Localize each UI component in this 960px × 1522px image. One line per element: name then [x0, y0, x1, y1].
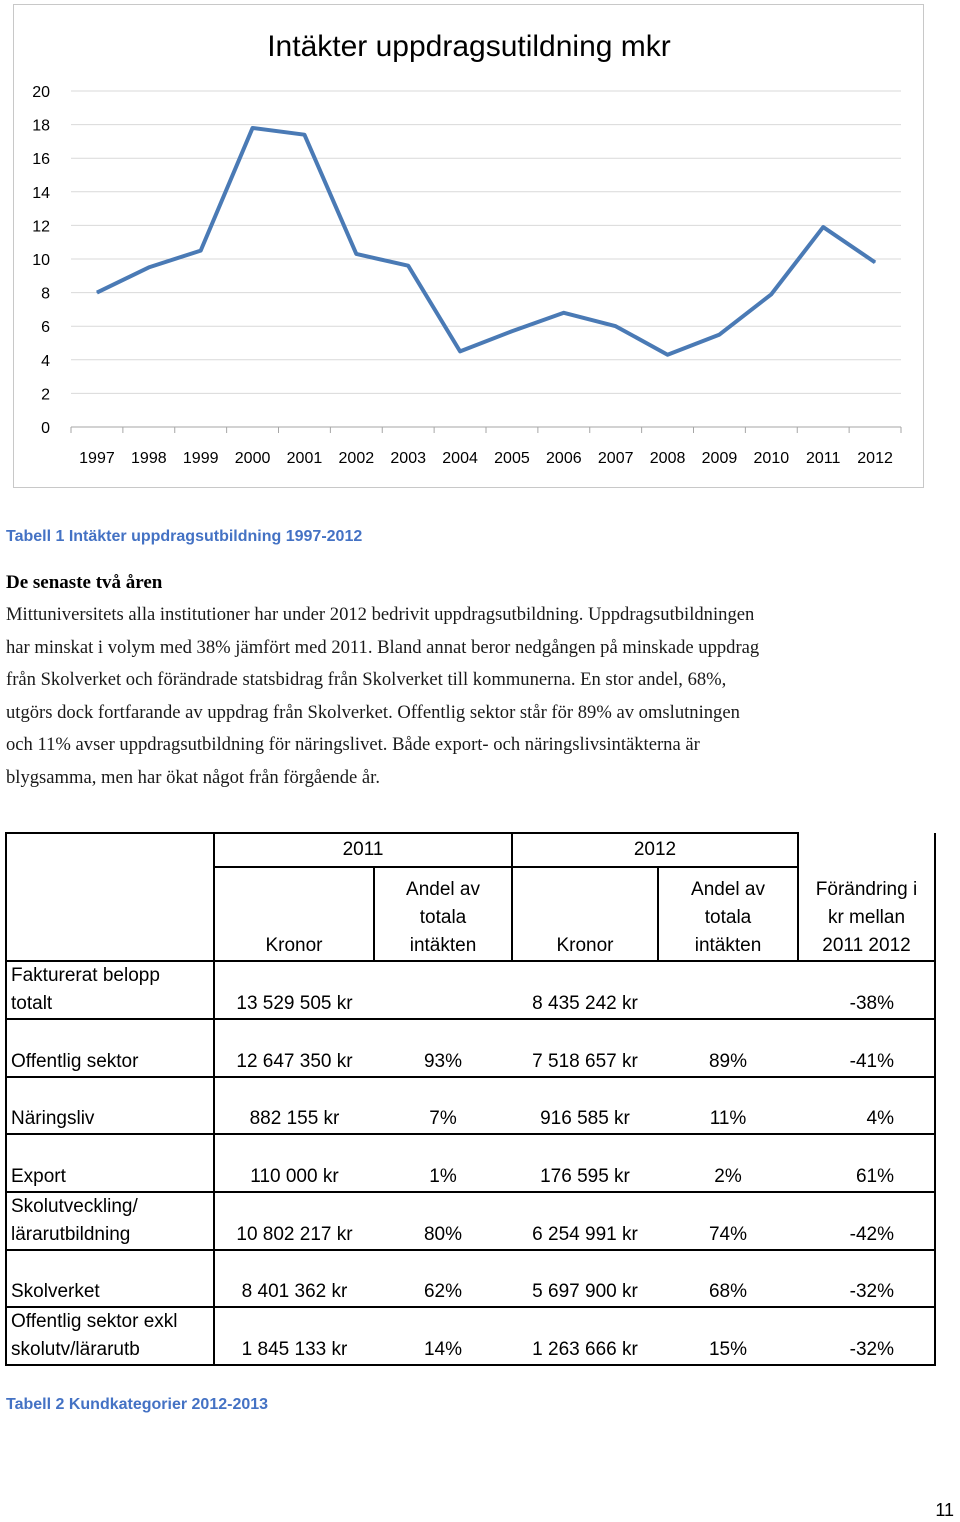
row-label-line: Skolverket	[11, 1281, 100, 1302]
andel-2011: 80%	[374, 1192, 512, 1250]
section-heading: De senaste två åren	[6, 572, 163, 593]
col-header-change: Förändring i kr mellan 2011 2012	[798, 867, 935, 961]
x-tick-label: 2008	[649, 450, 686, 467]
x-tick-label: 2006	[546, 450, 582, 467]
change: 4%	[798, 1077, 935, 1135]
y-tick-label: 4	[41, 352, 50, 370]
kronor-2011: 12 647 350 kr	[214, 1019, 374, 1077]
data-point	[615, 326, 616, 327]
change: -32%	[798, 1250, 935, 1308]
data-point	[148, 267, 149, 268]
x-tick-label: 2002	[338, 450, 375, 467]
row-label	[6, 1134, 214, 1192]
change: -42%	[798, 1192, 935, 1250]
x-tick-label: 2003	[390, 450, 426, 467]
row-label	[6, 961, 214, 1019]
andel-2011: 93%	[374, 1019, 512, 1077]
andel-2012: 2%	[658, 1134, 798, 1192]
x-tick-label: 1998	[131, 450, 167, 467]
data-point	[408, 265, 409, 266]
data-point	[563, 312, 564, 313]
row-label	[6, 1250, 214, 1308]
andel-2011: 1%	[374, 1134, 512, 1192]
page-number: 11	[935, 1500, 954, 1520]
col-header-kronor-2011: Kronor	[214, 867, 374, 961]
chart-title: Intäkter uppdragsutildning mkr	[267, 30, 671, 63]
x-tick-label: 2007	[597, 450, 634, 467]
data-point	[304, 134, 305, 135]
y-tick-label: 20	[32, 84, 50, 101]
data-point	[771, 294, 772, 295]
row-label-line: Näringsliv	[11, 1108, 95, 1129]
row-label-line: Offentlig sektor exkl	[11, 1311, 178, 1332]
data-point	[875, 262, 876, 263]
body-paragraph	[6, 599, 956, 795]
table-row	[6, 1077, 935, 1135]
data-point	[823, 227, 824, 228]
paragraph-line: och 11% avser uppdragsutbildning för näringslivet. Både export- och näringslivsintäkterna är	[6, 734, 700, 756]
x-tick-label: 1999	[182, 450, 219, 467]
row-label-line: lärarutbildning	[11, 1223, 131, 1245]
data-point	[356, 253, 357, 254]
paragraph-line: utgörs dock fortfarande av uppdrag från Skolverket. Offentlig sektor står för 89% av omslutningen	[6, 701, 740, 723]
kronor-2012: 1 263 666 kr	[512, 1307, 658, 1365]
x-tick-label: 2004	[442, 450, 478, 467]
data-point	[460, 351, 461, 352]
andel-2011: 7%	[374, 1077, 512, 1135]
kronor-2011: 882 155 kr	[214, 1077, 374, 1135]
x-tick-label: 1997	[79, 450, 115, 467]
andel-2011: 62%	[374, 1250, 512, 1308]
table-row	[6, 1192, 935, 1250]
paragraph-line: har minskat i volym med 38% jämfört med 2011. Bland annat beror nedgången på minskade uppdrag	[6, 636, 760, 658]
y-tick-label: 12	[32, 218, 50, 236]
table-row	[6, 961, 935, 1019]
change: -32%	[798, 1307, 935, 1365]
kronor-2011: 10 802 217 kr	[214, 1192, 374, 1250]
row-label	[6, 1192, 214, 1250]
y-tick-label: 18	[32, 117, 50, 135]
table-row	[6, 1250, 935, 1308]
y-tick-label: 10	[32, 252, 50, 269]
y-tick-label: 2	[41, 386, 50, 404]
kronor-2012: 8 435 242 kr	[512, 961, 658, 1019]
row-label-line: Skolutveckling/	[11, 1195, 138, 1217]
y-tick-label: 16	[32, 151, 50, 169]
andel-2011	[374, 961, 512, 1019]
x-tick-label: 2001	[286, 450, 323, 467]
table-caption-2: Tabell 2 Kundkategorier 2012-2013	[6, 1396, 269, 1413]
row-label	[6, 1077, 214, 1135]
paragraph-line: blygsamma, men har ökat något från förgående år.	[6, 766, 380, 788]
andel-2012	[658, 961, 798, 1019]
kronor-2011: 1 845 133 kr	[214, 1307, 374, 1365]
y-tick-label: 8	[41, 285, 50, 303]
col-header-andel-2011: Andel av totala intäkten	[374, 867, 512, 961]
x-tick-label: 2011	[805, 450, 841, 467]
row-label-line: skolutv/lärarutb	[11, 1339, 140, 1360]
andel-2011: 14%	[374, 1307, 512, 1365]
kronor-2012: 916 585 kr	[512, 1077, 658, 1135]
paragraph-line: Mittuniversitets alla institutioner har under 2012 bedrivit uppdragsutbildning. Uppdragsutbildningen	[6, 604, 755, 625]
row-label-line: Export	[11, 1165, 66, 1187]
row-label-line: totalt	[11, 993, 53, 1014]
change: -41%	[798, 1019, 935, 1077]
row-label	[6, 1307, 214, 1365]
year-2012-header: 2012	[512, 833, 798, 867]
y-tick-label: 14	[32, 184, 50, 202]
row-label-line: Offentlig sektor	[11, 1050, 139, 1072]
kronor-2011: 8 401 362 kr	[214, 1250, 374, 1308]
x-tick-label: 2012	[857, 450, 893, 467]
change: 61%	[798, 1134, 935, 1192]
row-label	[6, 1019, 214, 1077]
col-header-kronor-2012: Kronor	[512, 867, 658, 961]
table-year-header-row	[6, 833, 935, 867]
andel-2012: 68%	[658, 1250, 798, 1308]
table-caption-1: Tabell 1 Intäkter uppdragsutbildning 1997-2012	[6, 528, 363, 545]
kronor-2012: 5 697 900 kr	[512, 1250, 658, 1308]
kronor-2011: 13 529 505 kr	[214, 961, 374, 1019]
y-tick-label: 0	[41, 420, 50, 437]
table-row	[6, 1019, 935, 1077]
x-tick-label: 2005	[494, 450, 530, 467]
col-header-andel-2012: Andel av totala intäkten	[658, 867, 798, 961]
andel-2012: 15%	[658, 1307, 798, 1365]
kronor-2012: 7 518 657 kr	[512, 1019, 658, 1077]
kronor-2011: 110 000 kr	[214, 1134, 374, 1192]
table-row	[6, 1307, 935, 1365]
data-point	[252, 127, 253, 128]
andel-2012: 89%	[658, 1019, 798, 1077]
data-point	[719, 334, 720, 335]
year-2011-header: 2011	[214, 833, 512, 867]
data-point	[200, 250, 201, 251]
row-label-line: Fakturerat belopp	[11, 965, 160, 986]
kronor-2012: 176 595 kr	[512, 1134, 658, 1192]
x-tick-label: 2009	[701, 450, 738, 467]
x-tick-label: 2000	[234, 450, 271, 467]
y-tick-label: 6	[41, 319, 50, 337]
data-point	[667, 354, 668, 355]
paragraph-line: från Skolverket och förändrade statsbidrag från Skolverket till kommunerna. En stor andel, 68%,	[6, 669, 727, 691]
data-point	[511, 331, 512, 332]
data-point	[96, 292, 97, 293]
table-column-header-row	[6, 867, 935, 961]
x-tick-label: 2010	[753, 450, 790, 467]
change: -38%	[798, 961, 935, 1019]
chart-svg	[14, 5, 925, 489]
table-row	[6, 1134, 935, 1192]
customer-category-table	[5, 832, 936, 1366]
andel-2012: 11%	[658, 1077, 798, 1135]
series-line	[97, 128, 875, 355]
kronor-2012: 6 254 991 kr	[512, 1192, 658, 1250]
line-chart	[13, 4, 924, 488]
andel-2012: 74%	[658, 1192, 798, 1250]
